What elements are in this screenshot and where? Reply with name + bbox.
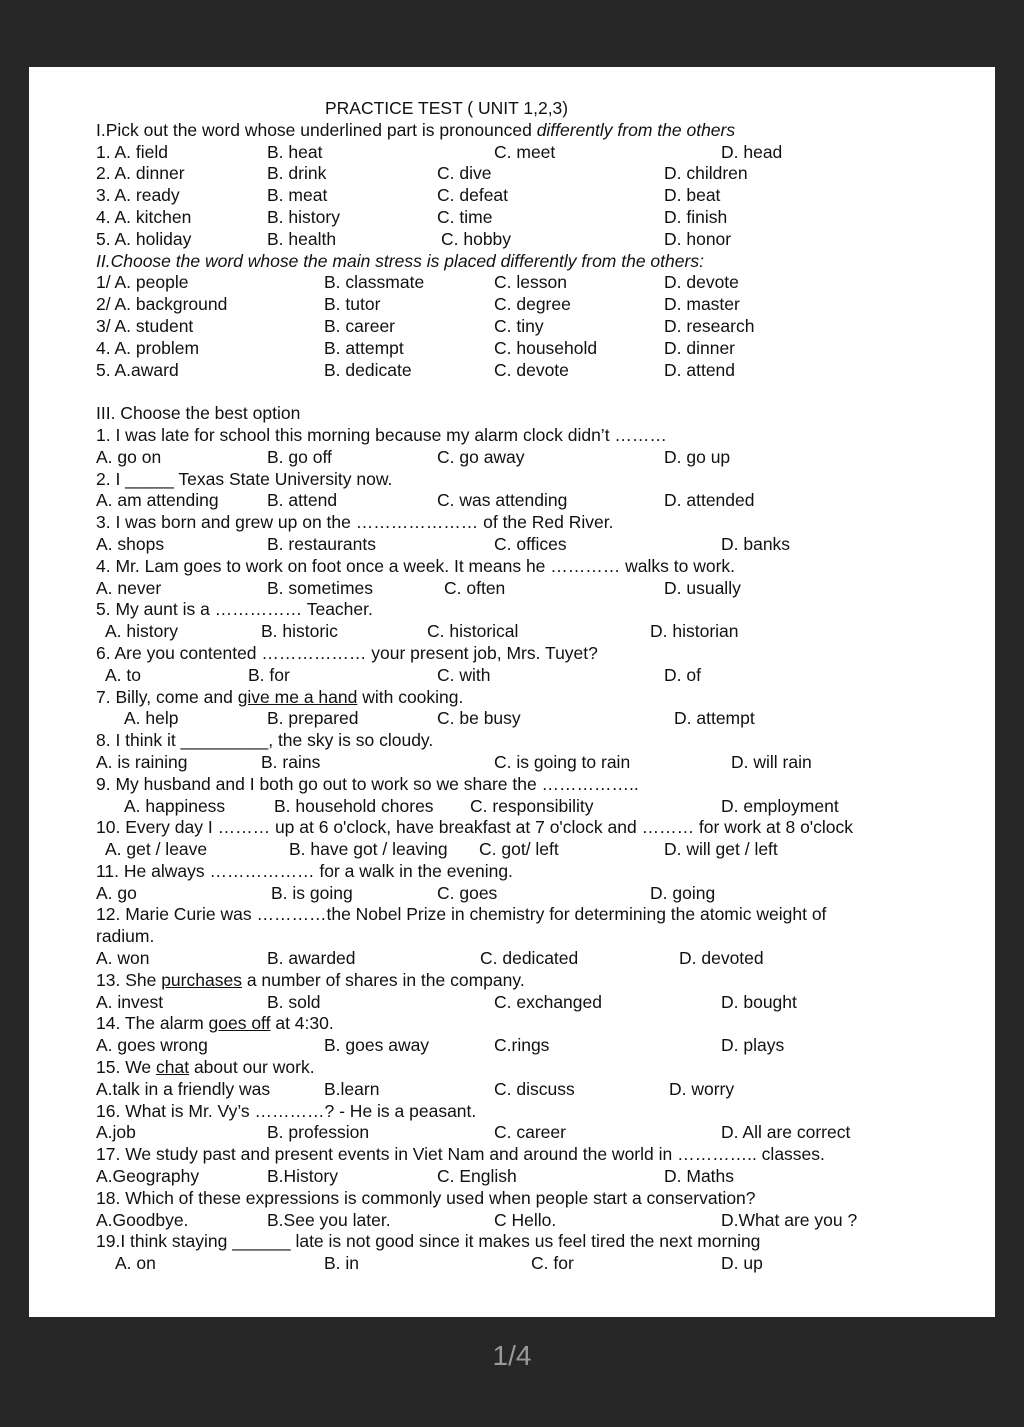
option: A. happiness (124, 795, 226, 816)
option: B. sold (267, 991, 321, 1012)
option: C. often (444, 577, 506, 598)
options-row (96, 1079, 916, 1101)
option: C. go away (437, 446, 525, 467)
option: D. banks (721, 533, 791, 554)
option: D. will rain (731, 751, 812, 772)
option: D. up (721, 1253, 763, 1274)
option: B. meat (267, 185, 328, 206)
option: C. lesson (494, 272, 567, 293)
option: 1/ A. people (96, 272, 189, 293)
option: D. master (664, 294, 740, 315)
option: B. for (248, 664, 290, 685)
option: C. devote (494, 359, 569, 380)
option: D. plays (721, 1035, 785, 1056)
option: C. degree (494, 294, 571, 315)
option: C. hobby (441, 228, 512, 249)
option: C. is going to rain (494, 751, 631, 772)
option: 3. A. ready (96, 185, 180, 206)
option: A. get / leave (105, 839, 208, 860)
s2-row (96, 272, 916, 294)
question: 3. I was born and grew up on the ………………… of the Red River. (96, 512, 614, 533)
question: 9. My husband and I both go out to work so we share the …………….. (96, 773, 639, 794)
option: C. was attending (437, 490, 568, 511)
option: C. discuss (494, 1078, 575, 1099)
option: 4. A. problem (96, 337, 200, 358)
option: B. go off (267, 446, 332, 467)
option: B.learn (324, 1078, 380, 1099)
option: C. offices (494, 533, 567, 554)
option: D. devote (664, 272, 739, 293)
option: D. children (664, 163, 748, 184)
option: A. on (115, 1253, 156, 1274)
option: B. classmate (324, 272, 425, 293)
option: D. research (664, 315, 755, 336)
question-text: 13. She (96, 969, 162, 990)
option: A. go on (96, 446, 162, 467)
option: B. awarded (267, 948, 356, 969)
options-row (96, 948, 916, 970)
option: 5. A. holiday (96, 228, 192, 249)
option: B.See you later. (267, 1209, 391, 1230)
option: B. dedicate (324, 359, 412, 380)
question: 16. What is Mr. Vy’s …………? - He is a peasant. (96, 1100, 477, 1121)
option: C. English (437, 1166, 517, 1187)
options-row (96, 708, 916, 730)
question (96, 970, 916, 992)
option: C. meet (494, 141, 556, 162)
options-row (96, 1122, 916, 1144)
question-text: 7. Billy, come and (96, 686, 238, 707)
option: 4. A. kitchen (96, 206, 192, 227)
s2-row (96, 316, 916, 338)
option: C. goes (437, 882, 498, 903)
option: D. honor (664, 228, 732, 249)
s1-row (96, 142, 916, 164)
option: C. dive (437, 163, 492, 184)
page-title: PRACTICE TEST ( UNIT 1,2,3) (325, 98, 569, 118)
option: D. historian (650, 621, 739, 642)
option: D. devoted (679, 948, 764, 969)
options-row (96, 1035, 916, 1057)
options-row (96, 1166, 916, 1188)
option: D. employment (721, 795, 839, 816)
option: D. attempt (674, 708, 755, 729)
option: B. career (324, 315, 395, 336)
option: D. Maths (664, 1166, 735, 1187)
question: 18. Which of these expressions is commonly used when people start a conservation? (96, 1187, 756, 1208)
worksheet-content (96, 98, 916, 1275)
option: D. beat (664, 185, 721, 206)
question-text: 14. The alarm (96, 1013, 209, 1034)
section-2-heading: II.Choose the word whose the main stress is placed differently from the others: (96, 250, 704, 271)
question-text: a number of shares in the company. (241, 969, 525, 990)
option: 2/ A. background (96, 294, 228, 315)
option: A. is raining (96, 751, 188, 772)
option: C. career (494, 1122, 566, 1143)
option: D. will get / left (664, 839, 778, 860)
option: D. worry (669, 1078, 735, 1099)
options-row (96, 1210, 916, 1232)
question (96, 687, 916, 709)
option: C.rings (494, 1035, 550, 1056)
option: B. profession (267, 1122, 370, 1143)
option: B. attend (267, 490, 338, 511)
options-row (96, 447, 916, 469)
option: D. All are correct (721, 1122, 851, 1143)
options-row (96, 796, 916, 818)
option: B. is going (271, 882, 353, 903)
option: B. sometimes (267, 577, 373, 598)
s1-row (96, 185, 916, 207)
option: C. household (494, 337, 598, 358)
option: C. dedicated (480, 948, 579, 969)
section-1-heading-italic: differently from the others (536, 119, 736, 140)
option: A.Goodbye. (96, 1209, 189, 1230)
question: 8. I think it _________, the sky is so cloudy. (96, 730, 434, 751)
option: B. historic (261, 621, 338, 642)
option: 3/ A. student (96, 315, 194, 336)
option: B. in (324, 1253, 360, 1274)
underlined-phrase: give me a hand (237, 686, 358, 707)
option: A. go (96, 882, 137, 903)
question: 17. We study past and present events in Viet Nam and around the world in ………….. classes. (96, 1144, 825, 1165)
option: A. won (96, 948, 150, 969)
option: D. head (721, 141, 783, 162)
options-row (96, 752, 916, 774)
option: 1. A. field (96, 141, 168, 162)
options-row (96, 839, 916, 861)
option: 2. A. dinner (96, 163, 185, 184)
option: D. finish (664, 206, 728, 227)
option: A. help (124, 708, 179, 729)
option: A.job (96, 1122, 136, 1143)
question-text: about our work. (189, 1057, 315, 1078)
option: B. history (267, 206, 340, 227)
option: A.Geography (96, 1166, 200, 1187)
option: 5. A.award (96, 359, 179, 380)
question (96, 1057, 916, 1079)
option: D. going (650, 882, 716, 903)
option: C. with (437, 664, 491, 685)
option: D. of (664, 664, 701, 685)
option: C. be busy (437, 708, 521, 729)
option: A. history (105, 621, 178, 642)
question: 5. My aunt is a …………… Teacher. (96, 599, 373, 620)
options-row (96, 1253, 916, 1275)
option: B. prepared (267, 708, 359, 729)
option: B. restaurants (267, 533, 376, 554)
option: B. tutor (324, 294, 381, 315)
option: D. go up (664, 446, 731, 467)
option: A. goes wrong (96, 1035, 208, 1056)
page-indicator: 1/4 (492, 1340, 532, 1371)
underlined-phrase: goes off (208, 1013, 271, 1034)
s1-row (96, 207, 916, 229)
option: C. historical (427, 621, 519, 642)
option: A.talk in a friendly was (96, 1078, 271, 1099)
underlined-phrase: chat (156, 1057, 190, 1078)
question: 11. He always ……………… for a walk in the evening. (96, 860, 513, 881)
s2-row (96, 360, 916, 382)
option: C. defeat (437, 185, 509, 206)
s1-row (96, 163, 916, 185)
question-text: with cooking. (357, 686, 464, 707)
section-1-heading-plain: I.Pick out the word whose underlined part is pronounced (96, 119, 537, 140)
option: A. invest (96, 991, 164, 1012)
options-row (96, 578, 916, 600)
options-row (96, 621, 916, 643)
question: 12. Marie Curie was …………the Nobel Prize in chemistry for determining the atomic weight of (96, 904, 827, 925)
option: C. for (531, 1253, 574, 1274)
question: 1. I was late for school this morning because my alarm clock didn’t ……… (96, 424, 667, 445)
option: C. got/ left (479, 839, 559, 860)
question: 10. Every day I ……… up at 6 o'clock, have breakfast at 7 o'clock and ……… for work at 8 o'clock (96, 817, 854, 838)
question-text: 15. We (96, 1057, 156, 1078)
s2-row (96, 294, 916, 316)
option: D. dinner (664, 337, 736, 358)
options-row (96, 992, 916, 1014)
option: B. attempt (324, 337, 404, 358)
section-1-heading (96, 120, 916, 142)
question-text: at 4:30. (270, 1013, 334, 1034)
question (96, 1013, 916, 1035)
option: C Hello. (494, 1209, 557, 1230)
option: C. tiny (494, 315, 544, 336)
option: B. household chores (274, 795, 434, 816)
s2-row (96, 338, 916, 360)
underlined-phrase: purchases (161, 969, 242, 990)
option: B. drink (267, 163, 327, 184)
option: D. usually (664, 577, 741, 598)
option: B. heat (267, 141, 323, 162)
question: 19.I think staying ______ late is not good since it makes us feel tired the next morning (96, 1231, 761, 1252)
option: D. bought (721, 991, 797, 1012)
option: A. to (105, 664, 141, 685)
option: D. attended (664, 490, 755, 511)
question: 4. Mr. Lam goes to work on foot once a week. It means he ………… walks to work. (96, 555, 736, 576)
option: B. goes away (324, 1035, 430, 1056)
option: C. exchanged (494, 991, 602, 1012)
options-row (96, 534, 916, 556)
question: 6. Are you contented ……………… your present job, Mrs. Tuyet? (96, 642, 598, 663)
option: B.History (267, 1166, 338, 1187)
option: A. never (96, 577, 162, 598)
option: A. am attending (96, 490, 219, 511)
options-row (96, 665, 916, 687)
options-row (96, 883, 916, 905)
s1-row (96, 229, 916, 251)
option: A. shops (96, 533, 165, 554)
option: D.What are you ? (721, 1209, 858, 1230)
option: D. attend (664, 359, 736, 380)
option: C. responsibility (470, 795, 594, 816)
option: B. rains (261, 751, 321, 772)
option: B. health (267, 228, 337, 249)
question: 2. I _____ Texas State University now. (96, 468, 393, 489)
options-row (96, 490, 916, 512)
question-continued: radium. (96, 926, 155, 947)
option: B. have got / leaving (289, 839, 448, 860)
option: C. time (437, 206, 493, 227)
section-3-heading: III. Choose the best option (96, 403, 301, 424)
